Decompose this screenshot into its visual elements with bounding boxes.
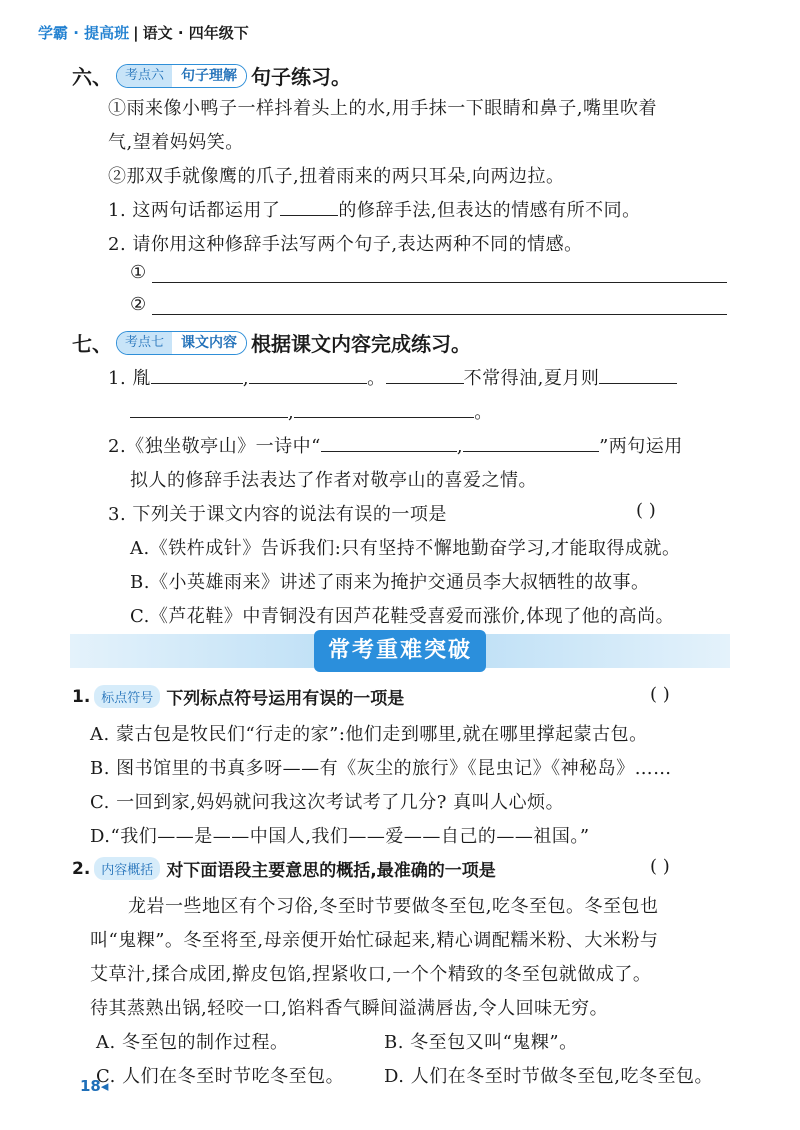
option-b: B.《小英雄雨来》讲述了雨来为掩护交通员李大叔牺牲的故事。 [130, 572, 650, 593]
answer-line-1[interactable] [152, 282, 727, 283]
section-number: 六、 [72, 65, 112, 89]
section-tag [116, 331, 247, 355]
question-7-3: 3. 下列关于课文内容的说法有误的一项是 [108, 504, 447, 525]
q2-option-b: B. 冬至包又叫“鬼粿”。 [384, 1032, 578, 1053]
q-text: , [456, 436, 464, 457]
q2-option-a: A. 冬至包的制作过程。 [96, 1032, 289, 1053]
subject-label: 语文 · 四年级下 [142, 24, 249, 42]
q-text: 1. 这两句话都运用了 [108, 200, 281, 221]
answer-blank[interactable] [280, 215, 338, 216]
q-text: 2.《独坐敬亭山》一诗中“ [108, 436, 321, 457]
q1-option-b: B. 图书馆里的书真多呀——有《灰尘的旅行》《昆虫记》《神秘岛》…… [90, 758, 672, 779]
question-text: 对下面语段主要意思的概括,最准确的一项是 [166, 861, 496, 881]
page-header [38, 22, 249, 43]
question-number: 2. [72, 858, 91, 879]
q1-option-a: A. 蒙古包是牧民们“行走的家”:他们走到哪里,就在哪里撑起蒙古包。 [90, 724, 648, 745]
knowledge-tag: 标点符号 [94, 685, 160, 708]
passage-line-1: 龙岩一些地区有个习俗,冬至时节要做冬至包,吃冬至包。冬至包也 [128, 896, 659, 917]
answer-blank[interactable] [151, 383, 243, 384]
answer-label-1: ① [130, 262, 147, 283]
tag-topic: 句子理解 [172, 65, 246, 87]
answer-paren[interactable]: ( ) [636, 500, 656, 521]
passage-line-3: 艾草汁,揉合成团,擀皮包馅,捏紧收口,一个个精致的冬至包就做成了。 [90, 964, 652, 985]
knowledge-tag: 内容概括 [94, 857, 160, 880]
q-text: 。 [367, 368, 386, 389]
answer-blank[interactable] [294, 417, 474, 418]
tag-kaodian: 考点六 [117, 65, 172, 87]
q1-option-c: C. 一回到家,妈妈就问我这次考试考了几分? 真叫人心烦。 [90, 792, 565, 813]
question-6-2: 2. 请你用这种修辞手法写两个句子,表达两种不同的情感。 [108, 234, 583, 255]
q2-option-d: D. 人们在冬至时节做冬至包,吃冬至包。 [384, 1066, 713, 1087]
answer-blank[interactable] [130, 417, 288, 418]
section-title: 根据课文内容完成练习。 [251, 332, 472, 356]
question-number: 1. [72, 686, 91, 707]
answer-blank[interactable] [599, 383, 677, 384]
question-1-heading [72, 684, 404, 709]
q-text: 1. 胤 [108, 368, 151, 389]
sentence-1-line-2: 气,望着妈妈笑。 [108, 132, 244, 153]
q-text: , [288, 402, 295, 423]
header-divider: | [133, 24, 139, 42]
answer-blank[interactable] [249, 383, 367, 384]
passage-line-4: 待其蒸熟出锅,轻咬一口,馅料香气瞬间溢满唇齿,令人回味无穷。 [90, 998, 609, 1019]
answer-paren[interactable]: ( ) [650, 684, 670, 705]
answer-label-2: ② [130, 294, 147, 315]
q-text: 的修辞手法,但表达的情感有所不同。 [338, 200, 641, 221]
q2-option-c: C. 人们在冬至时节吃冬至包。 [96, 1066, 345, 1087]
section-7-heading [72, 328, 471, 357]
answer-blank[interactable] [321, 451, 457, 452]
section-banner-title: 常考重难突破 [314, 630, 486, 672]
section-6-heading [72, 61, 351, 90]
tag-kaodian: 考点七 [117, 332, 172, 354]
answer-line-2[interactable] [152, 314, 727, 315]
q1-option-d: D.“我们——是——中国人,我们——爱——自己的——祖国。” [90, 826, 590, 847]
answer-blank[interactable] [463, 451, 599, 452]
option-a: A.《铁杵成针》告诉我们:只有坚持不懈地勤奋学习,才能取得成就。 [130, 538, 681, 559]
q-text: , [242, 368, 250, 389]
question-7-1-line-2 [130, 398, 493, 424]
question-text: 下列标点符号运用有误的一项是 [166, 689, 405, 709]
section-number: 七、 [72, 332, 112, 356]
q-text: 。 [474, 402, 493, 423]
page-number: 18◂ [80, 1077, 109, 1095]
section-title: 句子练习。 [251, 65, 352, 89]
brand-label: 学霸 · 提高班 [38, 24, 130, 42]
question-7-2-line-1 [108, 432, 683, 458]
q-text: ”两句运用 [599, 436, 683, 457]
question-7-2-line-2: 拟人的修辞手法表达了作者对敬亭山的喜爱之情。 [130, 470, 537, 491]
answer-paren[interactable]: ( ) [650, 856, 670, 877]
sentence-2: ②那双手就像鹰的爪子,扭着雨来的两只耳朵,向两边拉。 [108, 166, 565, 187]
tag-topic: 课文内容 [172, 332, 246, 354]
option-c: C.《芦花鞋》中青铜没有因芦花鞋受喜爱而涨价,体现了他的高尚。 [130, 606, 675, 627]
answer-blank[interactable] [386, 383, 464, 384]
question-6-1 [108, 196, 641, 222]
question-2-heading [72, 856, 496, 881]
q-text: 不常得油,夏月则 [463, 368, 600, 389]
sentence-1-line-1: ①雨来像小鸭子一样抖着头上的水,用手抹一下眼睛和鼻子,嘴里吹着 [108, 98, 657, 119]
question-7-1-line-1 [108, 364, 677, 390]
passage-line-2: 叫“鬼粿”。冬至将至,母亲便开始忙碌起来,精心调配糯米粉、大米粉与 [90, 930, 659, 951]
section-tag [116, 64, 247, 88]
